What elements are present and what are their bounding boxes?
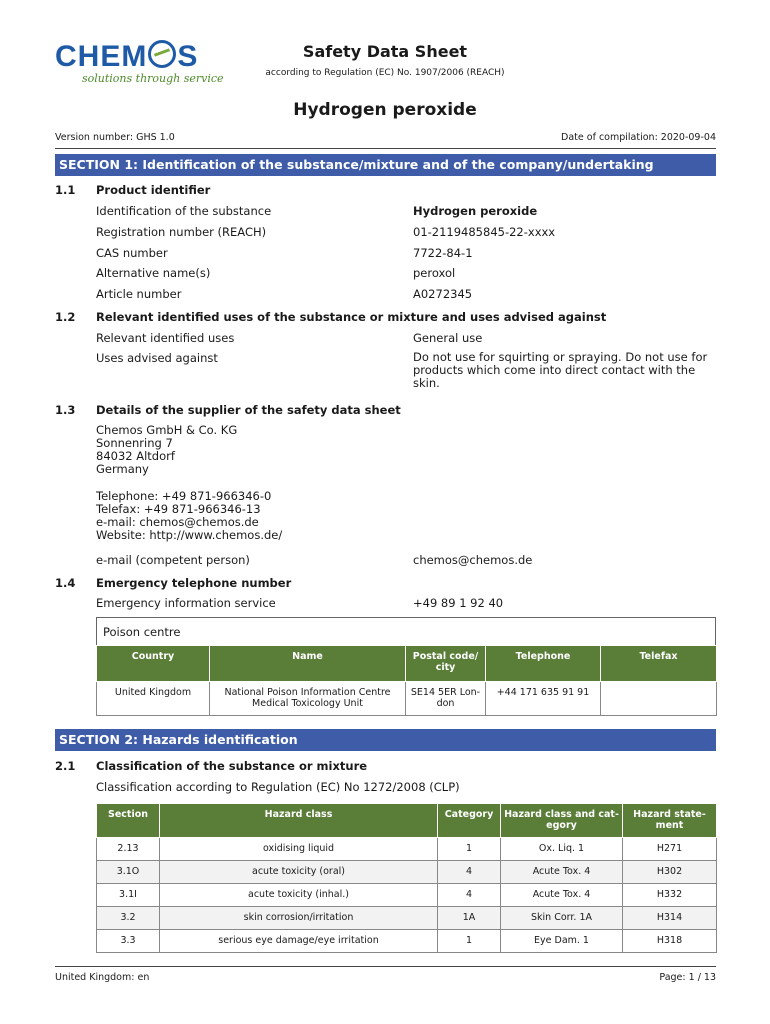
subsection-number: 1.2 bbox=[55, 310, 76, 324]
table-cell: Skin Corr. 1A bbox=[501, 907, 623, 930]
column-header: Name bbox=[210, 646, 406, 682]
table-cell: 3.2 bbox=[97, 907, 160, 930]
field-label: CAS number bbox=[96, 246, 168, 260]
field-label: Registration number (REACH) bbox=[96, 225, 267, 239]
column-header: Country bbox=[97, 646, 210, 682]
table-cell: National Poison Information Centre Medical Toxicology Unit bbox=[210, 682, 406, 716]
section-2-header: SECTION 2: Hazards identification bbox=[55, 729, 716, 751]
address-line: Germany bbox=[96, 462, 149, 476]
table-cell: 3.3 bbox=[97, 930, 160, 953]
supplier-address bbox=[96, 424, 237, 476]
product-title: Hydrogen peroxide bbox=[293, 100, 477, 120]
chemos-logo: CHEM S bbox=[55, 40, 199, 73]
table-cell: +44 171 635 91 91 bbox=[486, 682, 601, 716]
table-row bbox=[97, 930, 717, 953]
table-cell: serious eye damage/eye irritation bbox=[160, 930, 438, 953]
field-value: +49 89 1 92 40 bbox=[413, 596, 504, 610]
table-cell: 3.1I bbox=[97, 884, 160, 907]
subsection-title: Emergency telephone number bbox=[96, 576, 292, 590]
column-header: Hazard state- ment bbox=[623, 804, 717, 838]
contact-line: Telephone: +49 871-966346-0 bbox=[96, 489, 272, 503]
table-row bbox=[97, 907, 717, 930]
field-label: e-mail (competent person) bbox=[96, 553, 250, 567]
version-number: Version number: GHS 1.0 bbox=[55, 132, 175, 143]
globe-icon bbox=[148, 40, 176, 68]
table-row bbox=[97, 861, 717, 884]
subsection-title: Product identifier bbox=[96, 183, 211, 197]
table-header-row bbox=[97, 646, 717, 682]
table-cell: H271 bbox=[623, 838, 717, 861]
document-title: Safety Data Sheet bbox=[302, 42, 468, 61]
field-value: 01-2119485845-22-xxxx bbox=[413, 225, 556, 239]
poison-centre-title: Poison centre bbox=[96, 617, 716, 645]
field-label: Uses advised against bbox=[96, 351, 218, 365]
table-header-row bbox=[97, 804, 717, 838]
field-value: 7722-84-1 bbox=[413, 246, 473, 260]
table-row bbox=[97, 682, 717, 716]
hazard-classification-table bbox=[96, 803, 717, 953]
table-cell: H318 bbox=[623, 930, 717, 953]
footer-locale: United Kingdom: en bbox=[55, 972, 150, 983]
field-value: A0272345 bbox=[413, 287, 473, 301]
table-cell: H302 bbox=[623, 861, 717, 884]
table-cell: Eye Dam. 1 bbox=[501, 930, 623, 953]
field-label: Relevant identified uses bbox=[96, 331, 235, 345]
document-subtitle: according to Regulation (EC) No. 1907/2006 (REACH) bbox=[265, 68, 505, 78]
address-line: Chemos GmbH & Co. KG bbox=[96, 423, 238, 437]
table-cell: 2.13 bbox=[97, 838, 160, 861]
subsection-title: Classification of the substance or mixture bbox=[96, 759, 368, 773]
subsection-title: Relevant identified uses of the substance or mixture and uses advised against bbox=[96, 310, 607, 324]
table-cell: Acute Tox. 4 bbox=[501, 884, 623, 907]
table-cell: H332 bbox=[623, 884, 717, 907]
column-header: Hazard class bbox=[160, 804, 438, 838]
subsection-number: 1.3 bbox=[55, 403, 76, 417]
field-value: chemos@chemos.de bbox=[413, 553, 533, 567]
table-row bbox=[97, 884, 717, 907]
table-cell: United Kingdom bbox=[97, 682, 210, 716]
subsection-title: Details of the supplier of the safety data sheet bbox=[96, 403, 401, 417]
poison-centre-table bbox=[96, 645, 717, 716]
contact-line: Website: http://www.chemos.de/ bbox=[96, 528, 283, 542]
classification-subtitle: Classification according to Regulation (EC) No 1272/2008 (CLP) bbox=[96, 780, 460, 794]
logo-tagline: solutions through service bbox=[82, 72, 224, 85]
field-value: General use bbox=[413, 331, 483, 345]
table-cell: acute toxicity (inhal.) bbox=[160, 884, 438, 907]
table-cell: H314 bbox=[623, 907, 717, 930]
table-cell: acute toxicity (oral) bbox=[160, 861, 438, 884]
table-row bbox=[97, 838, 717, 861]
table-cell bbox=[601, 682, 717, 716]
field-label: Emergency information service bbox=[96, 596, 276, 610]
table-cell: oxidising liquid bbox=[160, 838, 438, 861]
address-line: Sonnenring 7 bbox=[96, 436, 173, 450]
contact-line: Telefax: +49 871-966346-13 bbox=[96, 502, 261, 516]
table-cell: 4 bbox=[438, 884, 501, 907]
column-header: Hazard class and cat- egory bbox=[501, 804, 623, 838]
footer-divider bbox=[55, 966, 716, 967]
table-cell: 1 bbox=[438, 838, 501, 861]
field-label: Article number bbox=[96, 287, 182, 301]
contact-line: e-mail: chemos@chemos.de bbox=[96, 515, 259, 529]
page-number: Page: 1 / 13 bbox=[659, 972, 716, 983]
table-cell: 3.1O bbox=[97, 861, 160, 884]
column-header: Section bbox=[97, 804, 160, 838]
table-cell: Acute Tox. 4 bbox=[501, 861, 623, 884]
column-header: Telephone bbox=[486, 646, 601, 682]
column-header: Postal code/ city bbox=[406, 646, 486, 682]
column-header: Telefax bbox=[601, 646, 717, 682]
field-value: Hydrogen peroxide bbox=[413, 204, 538, 218]
subsection-number: 1.4 bbox=[55, 576, 76, 590]
section-1-header: SECTION 1: Identification of the substance/mixture and of the company/undertaking bbox=[55, 154, 716, 176]
address-line: 84032 Altdorf bbox=[96, 449, 175, 463]
table-cell: Ox. Liq. 1 bbox=[501, 838, 623, 861]
subsection-number: 2.1 bbox=[55, 759, 76, 773]
table-cell: SE14 5ER Lon- don bbox=[406, 682, 486, 716]
field-value: peroxol bbox=[413, 266, 456, 280]
table-cell: 1 bbox=[438, 930, 501, 953]
field-label: Alternative name(s) bbox=[96, 266, 211, 280]
table-cell: skin corrosion/irritation bbox=[160, 907, 438, 930]
compilation-date: Date of compilation: 2020-09-04 bbox=[561, 132, 716, 143]
header-divider bbox=[55, 148, 716, 149]
subsection-number: 1.1 bbox=[55, 183, 76, 197]
field-value: Do not use for squirting or spraying. Do not use for products which come into direct contact with the skin. bbox=[413, 350, 708, 390]
column-header: Category bbox=[438, 804, 501, 838]
field-label: Identification of the substance bbox=[96, 204, 272, 218]
table-cell: 1A bbox=[438, 907, 501, 930]
table-cell: 4 bbox=[438, 861, 501, 884]
supplier-contact bbox=[96, 490, 282, 542]
